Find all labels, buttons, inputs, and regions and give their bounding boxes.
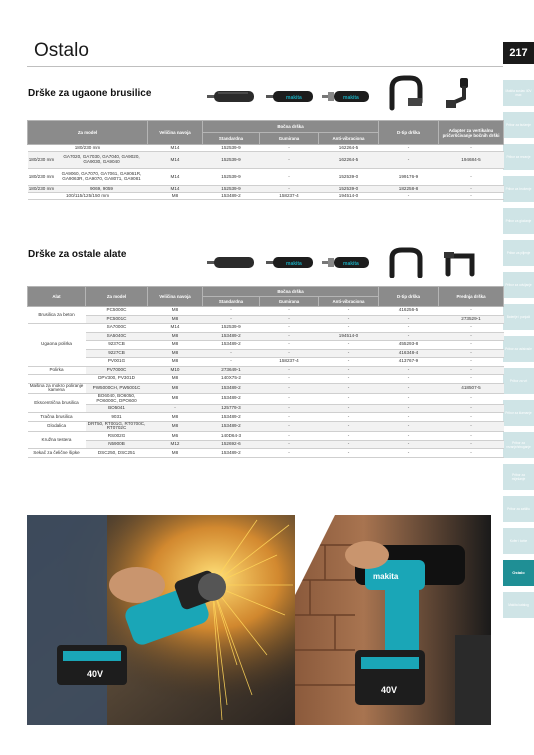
cell-rubber: - (260, 349, 319, 358)
cell-model: PC5001C (86, 315, 148, 324)
cell-tool: Ugaona polirka (28, 324, 86, 367)
table-row (28, 324, 504, 333)
adapter-bracket-icon (442, 74, 478, 112)
cell-d-handle: - (379, 432, 439, 441)
cell-d-handle: - (379, 413, 439, 422)
table-row (28, 366, 504, 375)
cell-model: 9227CB (86, 349, 148, 358)
table-row (28, 432, 504, 441)
cell-rubber: - (260, 152, 319, 169)
table-row (28, 341, 504, 350)
cell-tool: Brusilica za beton (28, 307, 86, 324)
cell-standard: 153489-2 (203, 413, 260, 422)
cell-antivib: 162264-5 (319, 152, 379, 169)
table-row (28, 169, 504, 186)
cell-rubber: - (260, 307, 319, 316)
cell-rubber: - (260, 375, 319, 384)
sidebar-tab[interactable]: Pribor za rezanje (503, 144, 534, 170)
cell-model: GA7020, GA7030, GA7040, GA9020, GA9030, GA9040 (56, 152, 148, 169)
header-thread: Veličina navoja (148, 287, 203, 307)
cell-standard: 153489-2 (203, 193, 260, 200)
cell-thread: M8 (148, 349, 203, 358)
table-row (28, 152, 504, 169)
cell-standard: 153489-2 (203, 332, 260, 341)
cell-antivib: - (319, 324, 379, 333)
cell-rubber: 158237-4 (260, 193, 319, 200)
other-tool-handles-table (27, 286, 504, 458)
cell-standard: - (203, 315, 260, 324)
sidebar-tab[interactable]: Pribor za vrt (503, 368, 534, 394)
cell-model: BO5041 (86, 404, 148, 413)
sidebar-tab[interactable]: Pribor za glodanje (503, 208, 534, 234)
cell-standard: 152539-9 (203, 186, 260, 193)
header-model: Za model (86, 287, 148, 307)
cell-standard: 153489-2 (203, 383, 260, 394)
sidebar-tab[interactable]: Ostalo (503, 560, 534, 586)
table-row (28, 332, 504, 341)
cell-d-handle: 455293-8 (379, 341, 439, 350)
svg-text:makita: makita (286, 95, 302, 101)
cell-thread: M8 (148, 307, 203, 316)
cell-d-handle: - (379, 315, 439, 324)
cell-rubber: - (260, 404, 319, 413)
cell-rubber: - (260, 315, 319, 324)
svg-text:makita: makita (286, 261, 302, 267)
d-handle-icon (388, 246, 424, 278)
table-row (28, 394, 504, 405)
header-model: Za model (28, 121, 148, 145)
table-row (28, 421, 504, 432)
cell-d-handle: - (379, 145, 439, 152)
cell-standard: 153489-2 (203, 341, 260, 350)
sidebar-tab[interactable]: Pribor za bušenje (503, 112, 534, 138)
cell-antivib: - (319, 421, 379, 432)
cell-through-handle: - (439, 404, 504, 413)
cell-size: 180/230 mm (28, 185, 55, 191)
cell-d-handle: - (379, 375, 439, 384)
cell-model: PV001G (86, 358, 148, 367)
table-row (28, 413, 504, 422)
header-antivib: Anti-vibraciona (319, 297, 379, 307)
cell-standard: 152539-9 (203, 152, 260, 169)
header-rubber: Gumirana (260, 297, 319, 307)
cell-standard: 152539-9 (203, 145, 260, 152)
cell-adapter: - (439, 193, 504, 200)
cell-antivib: - (319, 349, 379, 358)
page-title: Ostalo (34, 40, 89, 61)
cell-rubber: - (260, 341, 319, 350)
cell-antivib: 162264-5 (319, 145, 379, 152)
cell-d-handle: - (379, 404, 439, 413)
cell-tool: Polirka (28, 366, 86, 375)
cell-through-handle: - (439, 324, 504, 333)
cell-tool: Kružna testera (28, 432, 86, 449)
cell-thread: M14 (148, 324, 203, 333)
cell-adapter: - (439, 186, 504, 193)
cell-standard: 273649-1 (203, 366, 260, 375)
cell-through-handle: - (439, 440, 504, 449)
cell-model: SA5040C (86, 332, 148, 341)
cell-d-handle: 413767-9 (379, 358, 439, 367)
cell-model: BO6040, BO6050, PO6000C, DPO600 (86, 394, 148, 405)
header-d-handle: D-tip drška (379, 287, 439, 307)
cell-d-handle: 182258-8 (379, 186, 439, 193)
cell-adapter: 194684-5 (439, 152, 504, 169)
through-handle-icon (442, 246, 478, 278)
cell-rubber: - (260, 186, 319, 193)
cell-d-handle: - (379, 332, 439, 341)
cell-rubber: - (260, 440, 319, 449)
side-handle-rubber-icon (264, 86, 316, 108)
cell-antivib: - (319, 358, 379, 367)
cell-d-handle: - (379, 366, 439, 375)
cell-standard: 125779-3 (203, 404, 260, 413)
cell-standard: - (203, 349, 260, 358)
svg-text:40V: 40V (87, 669, 104, 679)
cell-standard: 152539-9 (203, 324, 260, 333)
cell-thread: M8 (148, 449, 203, 458)
cell-thread: - (148, 404, 203, 413)
cell-d-handle: - (379, 394, 439, 405)
cell-model: 9031 (86, 413, 148, 422)
sidebar-tab[interactable]: Pribor za zaštitu (503, 496, 534, 522)
cell-thread: M8 (148, 413, 203, 422)
cell-size: 180/230 mm (28, 145, 148, 152)
cell-antivib: - (319, 394, 379, 405)
table-row (28, 315, 504, 324)
cell-model: 9237CB (86, 341, 148, 350)
cell-thread: M8 (148, 315, 203, 324)
cell-antivib: - (319, 341, 379, 350)
cell-through-handle: - (439, 449, 504, 458)
cell-through-handle: 418507-5 (439, 383, 504, 394)
cell-model: SA7000C (86, 324, 148, 333)
cell-d-handle: 416348-4 (379, 349, 439, 358)
header-standard: Standardna (203, 297, 260, 307)
cell-model: GA9060, GA7070, GA7061, GA9061R, GA9063R, GA9070, GA8071, GA9081 (56, 169, 148, 186)
cell-model: DPV300, PV301D (86, 375, 148, 384)
cell-through-handle: - (439, 394, 504, 405)
table-row (28, 404, 504, 413)
svg-text:40V: 40V (381, 685, 398, 695)
cell-size: 180/230 mm (28, 152, 56, 169)
cell-rubber: - (260, 383, 319, 394)
section-title-other-tool-handles: Drške za ostale alate (28, 249, 127, 260)
sidebar-tab[interactable]: Baterije i punjači (503, 304, 534, 330)
cell-antivib: - (319, 383, 379, 394)
cell-through-handle: - (439, 307, 504, 316)
sidebar-tab[interactable]: Makita katalog (503, 592, 534, 618)
cell-rubber: - (260, 421, 319, 432)
table-row (28, 307, 504, 316)
cell-tool: Tračna brusilica (28, 413, 86, 422)
table-row (28, 440, 504, 449)
cell-thread: M14 (148, 169, 203, 186)
table-row (28, 383, 504, 394)
cell-thread: M8 (148, 394, 203, 405)
cell-antivib: - (319, 449, 379, 458)
svg-text:makita: makita (373, 572, 399, 581)
cell-standard: 153489-2 (203, 394, 260, 405)
cell-d-handle: - (379, 440, 439, 449)
d-handle-icon (388, 74, 424, 112)
cell-rubber: - (260, 449, 319, 458)
cell-rubber: - (260, 366, 319, 375)
cell-thread: M14 (148, 186, 203, 193)
cell-standard: 140D64-3 (203, 432, 260, 441)
cell-antivib: 194514-0 (319, 332, 379, 341)
cell-d-handle: - (379, 152, 439, 169)
table-row (28, 449, 504, 458)
cell-through-handle: 273529-1 (439, 315, 504, 324)
cell-model: N5900B (86, 440, 148, 449)
cell-through-handle: - (439, 413, 504, 422)
cell-standard: 152539-9 (203, 169, 260, 186)
cell-through-handle: - (439, 358, 504, 367)
cell-through-handle: - (439, 341, 504, 350)
svg-text:makita: makita (343, 95, 359, 101)
header-standard: Standardna (203, 133, 260, 145)
cell-thread: M8 (148, 383, 203, 394)
cell-antivib: 152539-0 (319, 169, 379, 186)
table-row (28, 349, 504, 358)
cell-size: 180/230 mm (28, 169, 56, 186)
side-handle-rubber-icon (264, 252, 316, 274)
cell-antivib: - (319, 366, 379, 375)
cell-tool: Ekscentrična brusilica (28, 394, 86, 413)
cell-thread: M12 (148, 440, 203, 449)
header-side-handle: Bočna drška (203, 121, 379, 133)
title-divider (27, 66, 503, 67)
cell-d-handle: - (379, 421, 439, 432)
cell-standard: - (203, 307, 260, 316)
cell-thread: M8 (148, 375, 203, 384)
svg-text:makita: makita (343, 261, 359, 267)
page-number: 217 (503, 42, 534, 64)
cell-d-handle: - (379, 193, 439, 200)
cell-standard: 153489-2 (203, 421, 260, 432)
cell-antivib: - (319, 413, 379, 422)
header-adapter: Adapter za vertikalnu pričvršćivanje bočnih drški (439, 121, 504, 145)
cordless-drill-photo (295, 515, 491, 725)
cell-antivib: - (319, 432, 379, 441)
cell-d-handle: - (379, 449, 439, 458)
cell-d-handle: - (379, 324, 439, 333)
cell-d-handle: 199176-9 (379, 169, 439, 186)
section-title-angle-grinder-handles: Drške za ugaone brusilice (28, 88, 152, 99)
cell-thread: M14 (148, 152, 203, 169)
header-d-handle: D-tip drška (379, 121, 439, 145)
cell-antivib: 194514-0 (319, 193, 379, 200)
table-row (28, 375, 504, 384)
sidebar (503, 80, 534, 624)
cell-standard: - (203, 358, 260, 367)
header-side-handle: Bočna drška (203, 287, 379, 297)
cell-thread: M10 (148, 366, 203, 375)
table-row (28, 145, 504, 152)
sidebar-tab[interactable]: Pribor za odvijanje (503, 272, 534, 298)
sidebar-tab[interactable]: Pribor za miješanje (503, 464, 534, 490)
cell-rubber: - (260, 432, 319, 441)
cell-rubber: - (260, 332, 319, 341)
cell-standard: 152692-6 (203, 440, 260, 449)
cell-tool: Mašina za mokro poliranje kamena (28, 383, 86, 394)
table-row (28, 186, 504, 193)
angle-grinder-handles-table (27, 120, 504, 200)
cell-through-handle: - (439, 349, 504, 358)
cell-rubber: - (260, 145, 319, 152)
sidebar-tab[interactable]: Pribor za usisivače (503, 336, 534, 362)
cell-antivib: 152539-0 (319, 186, 379, 193)
cell-antivib: - (319, 315, 379, 324)
header-rubber: Gumirana (260, 133, 319, 145)
cell-model: DRT50, RT001G, RT0700C, RT0702C (86, 421, 148, 432)
cell-model: PW5000CH, PW5001C (86, 383, 148, 394)
cell-tool (28, 375, 86, 384)
cell-through-handle: - (439, 332, 504, 341)
cell-standard: 140X75-2 (203, 375, 260, 384)
cell-model: PC5000C (86, 307, 148, 316)
cell-model: RS002G (86, 432, 148, 441)
side-handle-antivibration-icon (320, 86, 372, 108)
sidebar-tab[interactable]: Kofer i torbe (503, 528, 534, 554)
side-handle-icon (205, 86, 257, 108)
sidebar-tab[interactable]: Makita sustav 40V max (503, 80, 534, 106)
cell-through-handle: - (439, 432, 504, 441)
sidebar-tab[interactable]: Pribor za rezanje/struganje (503, 432, 534, 458)
cell-d-handle: 416256-5 (379, 307, 439, 316)
sidebar-tab[interactable]: Pribor za klamanje (503, 400, 534, 426)
cell-thread: M8 (148, 358, 203, 367)
cell-thread: M8 (148, 341, 203, 350)
header-thread: Veličina navoja (148, 121, 203, 145)
cell-rubber: - (260, 169, 319, 186)
header-antivib: Anti-vibraciona (319, 133, 379, 145)
table-row (28, 193, 504, 200)
header-through-handle: Prednja drška (439, 287, 504, 307)
cell-thread: M6 (148, 432, 203, 441)
cell-rubber: - (260, 413, 319, 422)
cell-tool: Sekač za čelične šipke (28, 449, 86, 458)
cell-model: 9069, 9059 (56, 186, 148, 193)
side-handle-antivibration-icon (320, 252, 372, 274)
cell-rubber: - (260, 394, 319, 405)
cell-rubber: 158237-4 (260, 358, 319, 367)
cell-thread: M8 (148, 421, 203, 432)
cell-thread: M14 (148, 145, 203, 152)
cell-standard: 153489-2 (203, 449, 260, 458)
cell-through-handle: - (439, 375, 504, 384)
cell-adapter: - (439, 145, 504, 152)
cell-model: DSC250, DSC251 (86, 449, 148, 458)
cell-rubber: - (260, 324, 319, 333)
cell-antivib: - (319, 307, 379, 316)
cell-antivib: - (319, 440, 379, 449)
side-handle-icon (205, 252, 257, 274)
cell-thread: M8 (148, 193, 203, 200)
cell-d-handle: - (379, 383, 439, 394)
table-row (28, 358, 504, 367)
header-tool: Alat (28, 287, 86, 307)
cell-thread: M8 (148, 332, 203, 341)
cell-tool: Glodalica (28, 421, 86, 432)
cell-model: PV7000C (86, 366, 148, 375)
sidebar-tab[interactable]: Pribor za brušenje (503, 176, 534, 202)
angle-grinder-sparks-photo (27, 515, 295, 725)
cell-adapter: - (439, 169, 504, 186)
sidebar-tab[interactable]: Pribor za piljenje (503, 240, 534, 266)
cell-antivib: - (319, 375, 379, 384)
cell-size: 100/115/125/150 mm (28, 193, 148, 200)
cell-antivib: - (319, 404, 379, 413)
cell-through-handle: - (439, 421, 504, 432)
cell-through-handle: - (439, 366, 504, 375)
